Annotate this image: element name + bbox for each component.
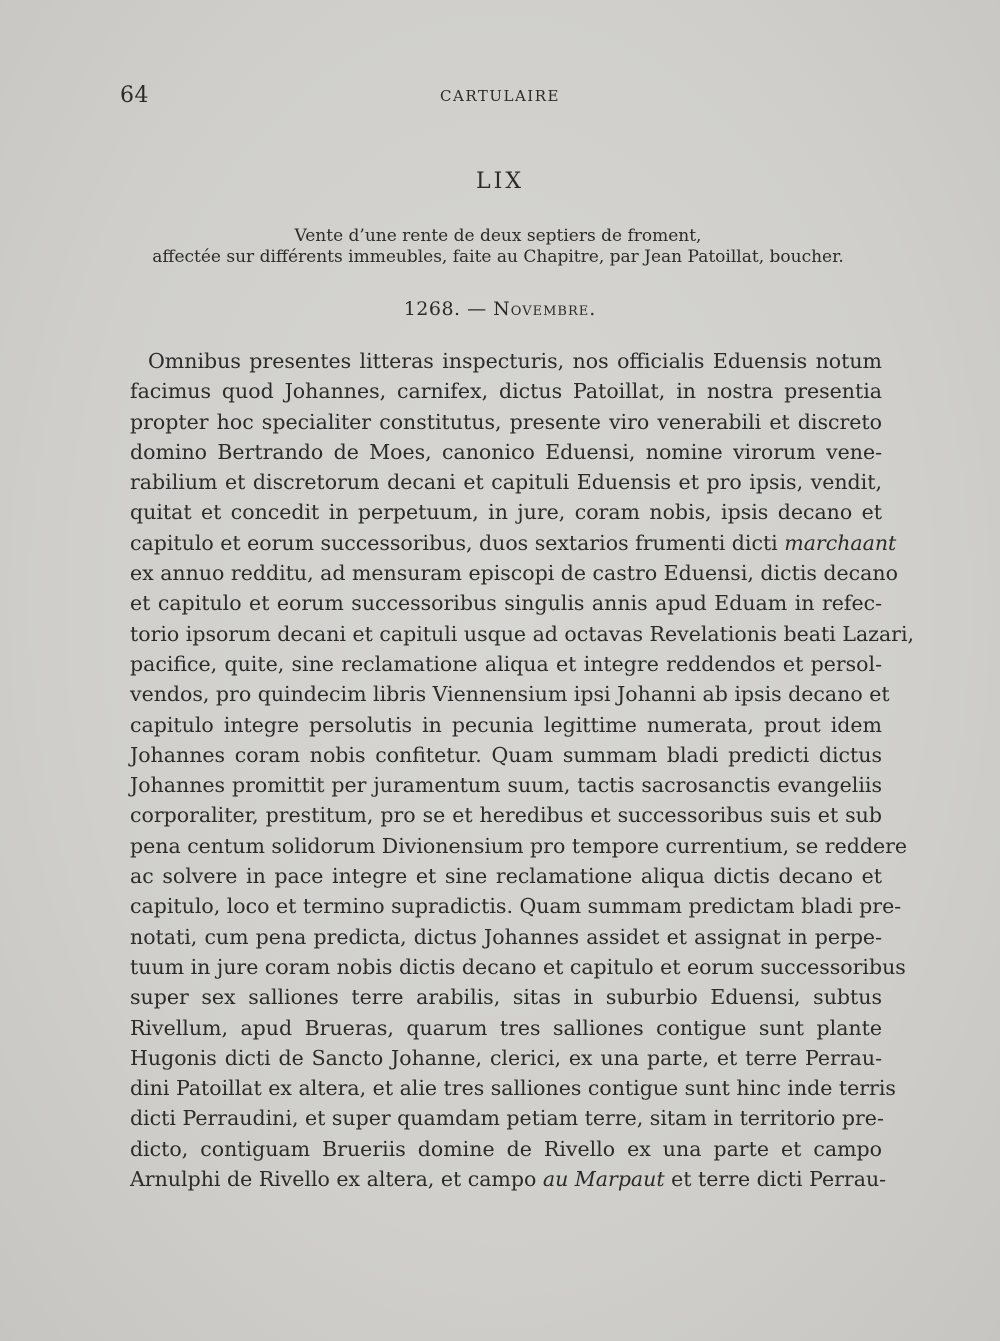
text-line: torio ipsorum decani et capituli usque ad octavas Revelationis beati Lazari,	[130, 621, 915, 646]
text-line: facimus quod Johannes, carnifex, dictus Patoillat, in nostra presentia	[130, 379, 882, 404]
text-line: et capitulo et eorum successoribus singulis annis apud Eduam in refec-	[130, 591, 882, 616]
italic-term: au Marpaut	[542, 1167, 665, 1192]
date-month: Novembre.	[493, 298, 597, 320]
text-line: rabilium et discretorum decani et capituli Eduensis et pro ipsis, vendit,	[130, 470, 882, 495]
page-number: 64	[120, 83, 149, 108]
text-segment: et terre dicti Perrau-	[671, 1167, 887, 1192]
text-line: ac solvere in pace integre et sine reclamatione aliqua dictis decano et	[130, 864, 882, 889]
document-summary	[128, 226, 868, 268]
summary-line: Vente d’une rente de deux septiers de froment,	[294, 226, 702, 246]
text-line: notati, cum pena predicta, dictus Johannes assidet et assignat in perpe-	[130, 924, 882, 949]
text-line: capitulo, loco et termino supradictis. Quam summam predictam bladi pre-	[130, 894, 902, 919]
charter-text	[130, 346, 915, 1194]
text-line: Omnibus presentes litteras inspecturis, nos officialis Eduensis notum	[148, 349, 882, 373]
text-line: Hugonis dicti de Sancto Johanne, clerici, ex una parte, et terre Perrau-	[130, 1045, 882, 1070]
summary-line: affectée sur différents immeubles, faite au Chapitre, par Jean Patoillat, boucher.	[152, 247, 844, 267]
text-segment: capitulo et eorum successoribus, duos sextarios frumenti dicti	[130, 530, 778, 555]
text-line: Johannes promittit per juramentum suum, tactis sacrosanctis evangeliis	[130, 773, 882, 798]
text-line: dicto, contiguam Brueriis domine de Rivello ex una parte et campo	[130, 1136, 882, 1161]
text-line: tuum in jure coram nobis dictis decano et capitulo et eorum successoribus	[130, 954, 906, 979]
text-line: super sex salliones terre arabilis, sitas in suburbio Eduensi, subtus	[130, 985, 882, 1010]
text-line: dini Patoillat ex altera, et alie tres salliones contigue sunt hinc inde terris	[130, 1076, 896, 1101]
italic-term: marchaant	[784, 530, 897, 555]
text-line: corporaliter, prestitum, pro se et heredibus et successoribus suis et sub	[130, 803, 882, 828]
text-line: dicti Perraudini, et super quamdam petiam terre, sitam in territorio pre-	[130, 1106, 884, 1131]
text-line: domino Bertrando de Moes, canonico Eduensi, nomine virorum vene-	[130, 439, 882, 464]
text-segment: Arnulphi de Rivello ex altera, et campo	[130, 1167, 537, 1192]
text-line: Rivellum, apud Brueras, quarum tres salliones contigue sunt plante	[130, 1015, 882, 1040]
text-line: Johannes coram nobis confitetur. Quam summam bladi predicti dictus	[130, 742, 882, 767]
text-line: vendos, pro quindecim libris Viennensium ipsi Johanni ab ipsis decano et	[130, 682, 890, 707]
text-line: quitat et concedit in perpetuum, in jure, coram nobis, ipsis decano et	[130, 500, 882, 525]
text-line: ex annuo redditu, ad mensuram episcopi de castro Eduensi, dictis decano	[130, 561, 898, 586]
text-line	[130, 1164, 887, 1194]
text-line	[130, 528, 897, 558]
running-head: CARTULAIRE	[440, 87, 560, 105]
document-number: LIX	[476, 169, 524, 194]
date-year: 1268. —	[403, 298, 487, 320]
text-line: capitulo integre persolutis in pecunia legittime numerata, prout idem	[130, 712, 882, 737]
text-line: pena centum solidorum Divionensium pro tempore currentium, se reddere	[130, 833, 908, 858]
text-line: propter hoc specialiter constitutus, presente viro venerabili et discreto	[130, 409, 882, 434]
text-line: pacifice, quite, sine reclamatione aliqua et integre reddendos et persol-	[130, 651, 882, 676]
document-date	[0, 298, 1000, 320]
